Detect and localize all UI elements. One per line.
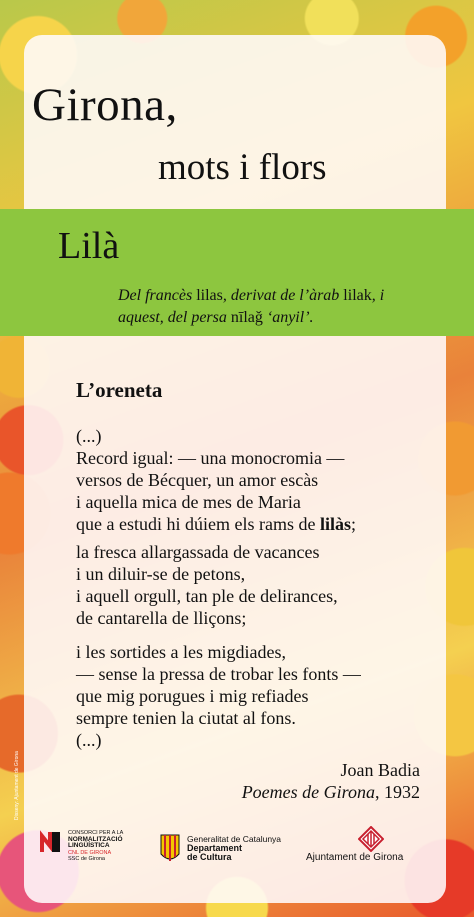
generalitat-text: Departament <box>187 843 243 853</box>
poem-line-text: que a estudi hi dúiem els rams de <box>76 514 320 534</box>
poem-line: (...) <box>76 730 102 750</box>
generalitat-text: de Cultura <box>187 852 232 862</box>
source <box>242 781 420 803</box>
stanza-3 <box>76 641 361 751</box>
cpnl-mark-icon <box>40 830 62 854</box>
etym-term: lilas <box>196 287 223 304</box>
poem-line: sempre tenien la ciutat al fons. <box>76 708 296 728</box>
poem-line: i les sortides a les migdiades, <box>76 642 286 662</box>
girona-emblem-icon <box>358 826 384 852</box>
generalitat-text: Generalitat de Catalunya <box>187 834 282 844</box>
ajuntament-girona-logo <box>306 826 438 870</box>
page-title-line1: Girona, <box>32 79 178 131</box>
poem-line <box>76 513 356 535</box>
poem-line: i aquella mica de mes de Maria <box>76 492 301 512</box>
etym-text: ‘anyil’. <box>262 309 314 326</box>
attribution <box>242 759 420 803</box>
page-title-line2: mots i flors <box>158 147 327 188</box>
poem-line: la fresca allargassada de vacances <box>76 542 320 562</box>
stanza-1 <box>76 425 356 535</box>
poem-line: que mig porugues i mig refiades <box>76 686 309 706</box>
cpnl-logo <box>40 828 150 862</box>
cpnl-text: NORMALITZACIÓ <box>68 835 123 843</box>
senyera-shield-icon <box>160 834 180 864</box>
etym-text: , i <box>371 287 385 304</box>
ajuntament-text: Ajuntament de Girona <box>306 852 404 863</box>
poem-line: i un diluir-se de petons, <box>76 564 246 584</box>
poem-line: versos de Bécquer, un amor escàs <box>76 470 319 490</box>
stanza-2 <box>76 541 338 629</box>
generalitat-logo <box>160 834 300 868</box>
cpnl-text: CNL DE GIRONA <box>68 849 112 856</box>
cpnl-text: CONSORCI PER A LA <box>68 830 124 836</box>
etym-text: Del francès <box>118 287 197 304</box>
design-credit: Disseny: Ajuntament de Girona <box>14 751 20 820</box>
word-title: Lilà <box>58 225 120 267</box>
etym-text: , derivat de l’àrab <box>222 287 344 304</box>
highlighted-word: lilàs <box>319 514 351 534</box>
etym-text: aquest, del persa <box>118 309 231 326</box>
cpnl-text: LINGÜÍSTICA <box>68 842 110 849</box>
cpnl-text: SSC de Girona <box>68 856 105 862</box>
book-year: , 1932 <box>375 782 420 802</box>
poem-line: Record igual: — una monocromia — <box>76 448 345 468</box>
poem-line: i aquell orgull, tan ple de delirances, <box>76 586 338 606</box>
etymology <box>118 285 448 329</box>
poem-line: — sense la pressa de trobar les fonts — <box>76 664 361 684</box>
author-name: Joan Badia <box>340 760 420 780</box>
etym-term: nīlaǧ <box>230 309 263 326</box>
poem-line: (...) <box>76 426 102 446</box>
book-title: Poemes de Girona <box>241 782 375 802</box>
poem-title: L’oreneta <box>76 378 163 402</box>
etym-term: lilak <box>343 287 372 304</box>
poem-line: de cantarella de lliçons; <box>76 608 247 628</box>
poem-line-text: ; <box>350 514 356 534</box>
